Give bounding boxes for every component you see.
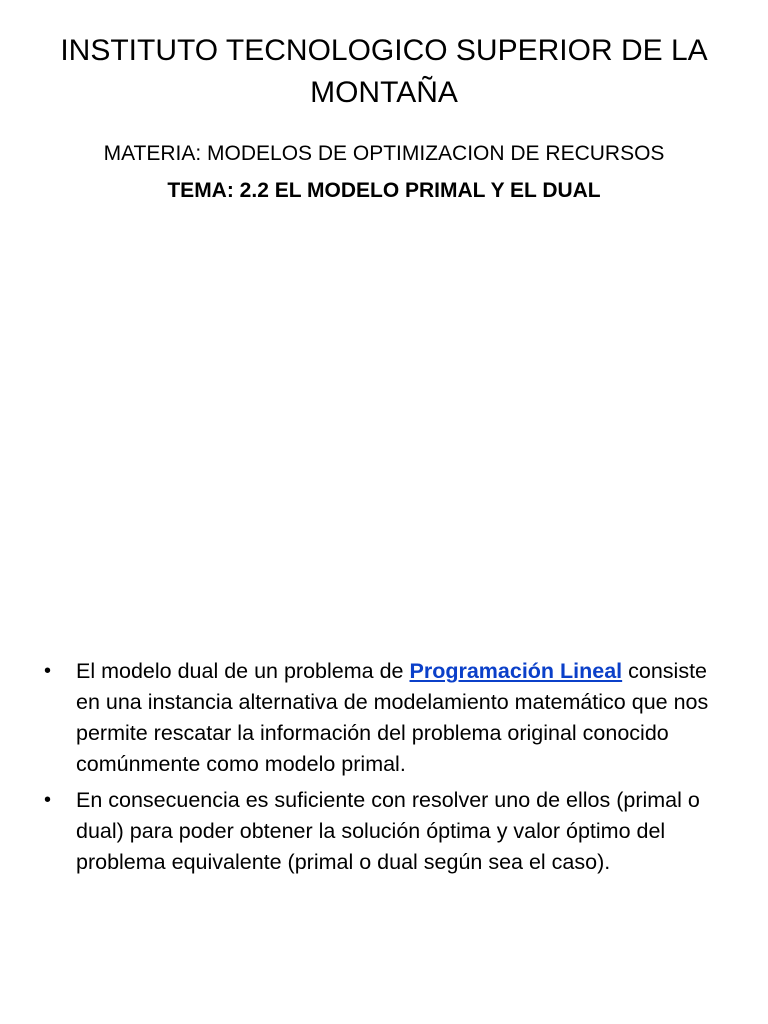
bullet-text-before-link: El modelo dual de un problema de [76, 659, 410, 683]
bullet-text-consequence: En consecuencia es suficiente con resolver uno de ellos (primal o dual) para poder obtener la solución óptima y valor óptimo del problema equivalente (primal o dual según sea el caso). [76, 788, 700, 874]
bullet-item-dual-model [30, 656, 720, 780]
page-title: INSTITUTO TECNOLOGICO SUPERIOR DE LA MONTAÑA [60, 34, 708, 109]
linear-programming-link[interactable]: Programación Lineal [409, 659, 623, 683]
bullet-dot-icon: • [44, 660, 52, 682]
bullet-item-consequence [30, 785, 720, 878]
topic-line: TEMA: 2.2 EL MODELO PRIMAL Y EL DUAL [167, 179, 601, 202]
bullet-list [30, 656, 720, 883]
bullet-text-after-link: consiste en una instancia alternativa de modelamiento matemático que nos permite rescatar la información del problema original conocido comúnmente como modelo primal. [76, 659, 709, 776]
bullet-dot-icon: • [44, 789, 52, 811]
subject-line: MATERIA: MODELOS DE OPTIMIZACION DE RECURSOS [103, 142, 665, 165]
